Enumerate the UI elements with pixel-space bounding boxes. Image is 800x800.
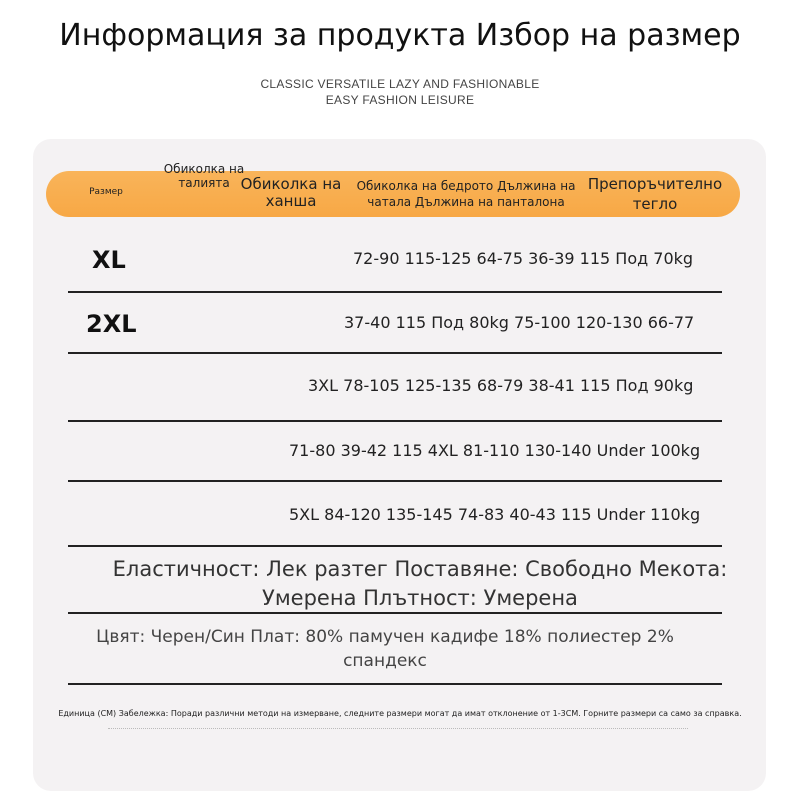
row-values: 71-80 39-42 115 4XL 81-110 130-140 Under 100kg [289,441,701,460]
material-line-1: Цвят: Черен/Син Плат: 80% памучен кадифе 18% полиестер 2% [96,627,674,647]
row-divider [68,291,722,293]
header-thigh-lengths: Обиколка на бедрото Дължина на чатала Дължина на панталона [356,179,576,210]
header-waist: Обиколка на талията [163,162,245,190]
header-size: Размер [89,187,123,197]
subtitle-line-2: EASY FASHION LEISURE [325,93,475,107]
row-values: 3XL 78-105 125-135 68-79 38-41 115 Под 90kg [308,376,694,395]
fabric-properties [80,555,760,613]
section-divider [68,683,722,685]
footnote: Единица (CM) Забележка: Поради различни методи на измерване, следните размери могат да имат отклонение от 1-3CM. Горните размери са само за справка. [58,709,742,718]
subtitle [0,76,800,108]
subtitle-line-1: CLASSIC VERSATILE LAZY AND FASHIONABLE [260,77,540,91]
properties-line-2: Умерена Плътност: Умерена [262,586,578,610]
row-values: 72-90 115-125 64-75 36-39 115 Под 70kg [353,249,694,268]
section-divider [68,612,722,614]
row-divider [68,480,722,482]
row-values: 5XL 84-120 135-145 74-83 40-43 115 Under 110kg [289,505,701,524]
size-chart-card [33,139,766,791]
header-weight: Препоръчително тегло [587,175,723,213]
header-hip: Обиколка на ханша [240,175,342,211]
material-info [60,625,710,673]
row-divider [68,420,722,422]
row-size-label: XL [92,246,126,274]
row-divider [68,352,722,354]
material-line-2: спандекс [343,651,427,671]
properties-line-1: Еластичност: Лек разтег Поставяне: Свободно Мекота: [112,557,728,581]
row-values: 37-40 115 Под 80kg 75-100 120-130 66-77 [344,313,695,332]
page-title: Информация за продукта Избор на размер [59,18,741,53]
row-divider [68,545,722,547]
row-size-label: 2XL [86,310,137,338]
footnote-dotted-line [108,728,688,729]
